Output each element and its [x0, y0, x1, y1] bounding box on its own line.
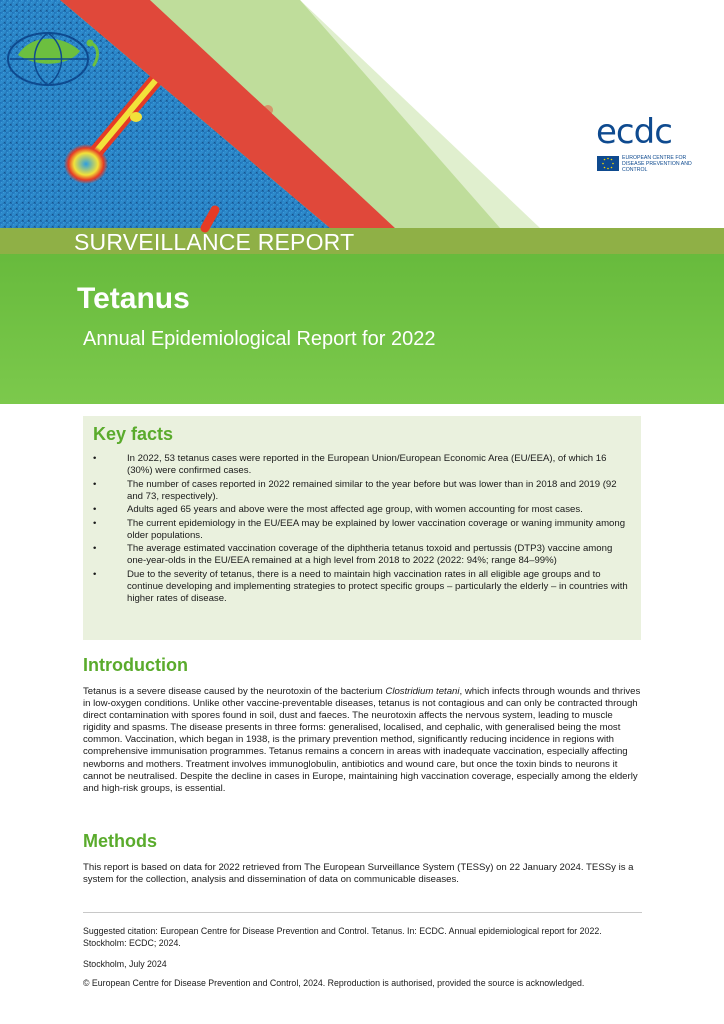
logo-acronym: ecdc [596, 112, 672, 152]
list-item-text: Adults aged 65 years and above were the most affected age group, with women accounting for most cases. [127, 504, 583, 515]
footer-divider [83, 912, 642, 913]
intro-text-part: Tetanus is a severe disease caused by the neurotoxin of the bacterium [83, 686, 386, 697]
bullet-icon: • [93, 504, 97, 515]
bullet-icon: • [93, 543, 97, 554]
key-facts-heading: Key facts [93, 424, 174, 444]
place-date-text: Stockholm, July 2024 [83, 959, 167, 969]
list-item [93, 569, 631, 605]
bullet-icon: • [93, 453, 97, 464]
eu-flag-icon [597, 156, 619, 171]
page-title: Tetanus [77, 282, 190, 315]
report-type-label: SURVEILLANCE REPORT [74, 229, 355, 255]
list-item-text: In 2022, 53 tetanus cases were reported in the European Union/European Economic Area (EU/EEA), of which 16 (30%) were confirmed cases. [127, 453, 607, 476]
bullet-icon: • [93, 517, 97, 529]
list-item [93, 504, 631, 516]
list-item [93, 518, 631, 542]
introduction-heading: Introduction [83, 655, 188, 675]
methods-text: This report is based on data for 2022 retrieved from The European Surveillance System (TESSy) on 22 January 2024. TESSy is a system for the collection, analysis and dissemination of data on communicable diseases. [83, 862, 634, 886]
intro-italic-term: Clostridium tetani [385, 686, 460, 697]
bullet-icon: • [93, 568, 97, 580]
page-subtitle: Annual Epidemiological Report for 2022 [83, 328, 436, 350]
methods-heading: Methods [83, 831, 157, 851]
list-item-text: The average estimated vaccination coverage of the diphtheria tetanus toxoid and pertussis (DTP3) vaccine among one-year-olds in the EU/EEA remained at a high level from 2018 to 2022 (2022: 94%; range 84–99%) [127, 543, 613, 566]
key-facts-box [83, 416, 641, 640]
citation-text: Suggested citation: European Centre for Disease Prevention and Control. Tetanus. In: ECDC. Annual epidemiological report for 2022. Stockholm: ECDC; 2024. [83, 926, 602, 948]
list-item [93, 453, 631, 477]
list-item [93, 543, 631, 567]
bullet-icon: • [93, 478, 97, 490]
list-item-text: The current epidemiology in the EU/EEA may be explained by lower vaccination coverage or waning immunity among older populations. [127, 517, 626, 541]
globe-logo-icon [0, 0, 130, 110]
cover-banner [0, 0, 724, 404]
key-facts-list [93, 453, 631, 605]
intro-text-part: , which infects through wounds and thrives in low-oxygen conditions. Unlike other vaccine-preventable diseases, tetanus is not contagious and can only be contracted through direct contamination with spores found in soil, dust and faeces. The neurotoxin affects the nervous system, leading to muscle rigidity and spasms. The disease presents in three forms: generalised, localised, and cephalic, with generalised being the most common. Vaccination, which began in 1938, is the primary prevention method, significantly reducing incidence in regions with comprehensive immunisation programmes. Tetanus remains a concern in areas with inadequate vaccination, especially affecting newborns and mothers. Treatment involves immunoglobulin, antibiotics and wound care, but once the toxin binds to neurons it cannot be neutralised. Despite the decline in cases in Europe, maintaining high vaccination coverage, especially among the elderly and high-risk groups, is essential. [83, 686, 641, 794]
introduction-text [83, 686, 643, 795]
list-item-text: The number of cases reported in 2022 remained similar to the year before but was lower than in 2018 and 2019 (92 and 73, respectively). [127, 478, 617, 502]
copyright-text: © European Centre for Disease Prevention and Control, 2024. Reproduction is authorised, provided the source is acknowledged. [83, 978, 585, 988]
logo-fullname: EUROPEAN CENTRE FOR DISEASE PREVENTION AND CONTROL [622, 155, 692, 173]
list-item-text: Due to the severity of tetanus, there is a need to maintain high vaccination rates in all eligible age groups and to continue developing and implementing strategies to protect specific groups – particularly the elderly – in countries with higher rates of disease. [127, 568, 628, 604]
list-item [93, 479, 631, 503]
